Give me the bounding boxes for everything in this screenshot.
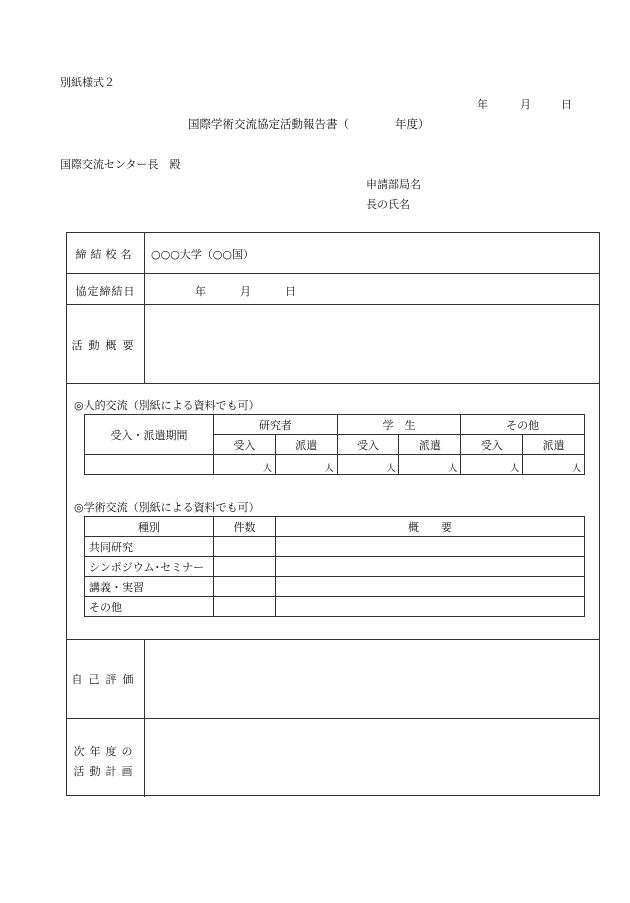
report-month: 月 — [520, 98, 531, 111]
agreement-month: 月 — [240, 285, 251, 298]
academic-table — [84, 516, 585, 617]
count-cell[interactable] — [214, 597, 276, 617]
self-evaluation-label: 自己評価 — [71, 673, 140, 686]
sub-dispatch: 派遣 — [275, 435, 337, 455]
next-plan-label-2: 活動計画 — [73, 765, 138, 778]
sub-accept: 受入 — [214, 435, 276, 455]
personnel-heading: ◎人的交流（別紙による資料でも可） — [74, 399, 260, 412]
divider — [144, 233, 145, 383]
count-cell[interactable] — [214, 577, 276, 597]
partner-label: 締結校名 — [75, 248, 136, 261]
summary-cell[interactable] — [276, 537, 585, 557]
count-cell[interactable]: 人 — [523, 455, 585, 475]
count-cell[interactable]: 人 — [214, 455, 276, 475]
dept-label: 申請部局名 — [366, 178, 421, 191]
form-number: 別紙様式２ — [60, 76, 115, 89]
count-cell[interactable]: 人 — [275, 455, 337, 475]
summary-cell[interactable] — [276, 597, 585, 617]
divider — [67, 718, 599, 719]
agreement-date-label: 協定締結日 — [75, 285, 136, 298]
type-header: 種別 — [85, 517, 214, 537]
report-date — [477, 96, 572, 112]
divider — [144, 639, 145, 797]
count-cell[interactable] — [214, 537, 276, 557]
report-day: 日 — [561, 98, 572, 111]
activity-summary-label: 活動概要 — [71, 339, 140, 352]
divider — [67, 639, 599, 640]
page-title: 国際学術交流協定活動報告書（ 年度） — [188, 117, 430, 131]
group-other: その他 — [461, 415, 585, 435]
sub-accept: 受入 — [461, 435, 523, 455]
period-cell[interactable] — [85, 455, 214, 475]
personnel-table — [84, 414, 585, 475]
sub-dispatch: 派遣 — [399, 435, 461, 455]
divider — [67, 304, 599, 305]
agreement-date-value[interactable] — [195, 283, 296, 299]
agreement-year: 年 — [195, 285, 206, 298]
next-plan-label-1: 次年度の — [73, 745, 138, 758]
sub-accept: 受入 — [337, 435, 399, 455]
row-symposium: シンポジウム･セミナー — [85, 557, 214, 577]
addressee: 国際交流センター長 殿 — [60, 158, 181, 171]
head-name-label: 長の氏名 — [366, 198, 410, 211]
row-joint-research: 共同研究 — [85, 537, 214, 557]
group-student: 学 生 — [337, 415, 461, 435]
summary-header: 概 要 — [276, 517, 585, 537]
academic-heading: ◎学術交流（別紙による資料でも可） — [74, 501, 260, 514]
row-other: その他 — [85, 597, 214, 617]
count-cell[interactable]: 人 — [461, 455, 523, 475]
row-lecture: 講義・実習 — [85, 577, 214, 597]
partner-value[interactable]: ○○○大学（○○国） — [151, 248, 254, 261]
report-year: 年 — [477, 98, 488, 111]
count-cell[interactable] — [214, 557, 276, 577]
agreement-day: 日 — [285, 285, 296, 298]
period-header: 受入・派遣期間 — [85, 415, 214, 455]
count-cell[interactable]: 人 — [399, 455, 461, 475]
count-header: 件数 — [214, 517, 276, 537]
group-researcher: 研究者 — [214, 415, 338, 435]
count-cell[interactable]: 人 — [337, 455, 399, 475]
report-form — [66, 232, 600, 796]
divider — [67, 273, 599, 274]
summary-cell[interactable] — [276, 557, 585, 577]
divider — [67, 383, 599, 384]
summary-cell[interactable] — [276, 577, 585, 597]
sub-dispatch: 派遣 — [523, 435, 585, 455]
